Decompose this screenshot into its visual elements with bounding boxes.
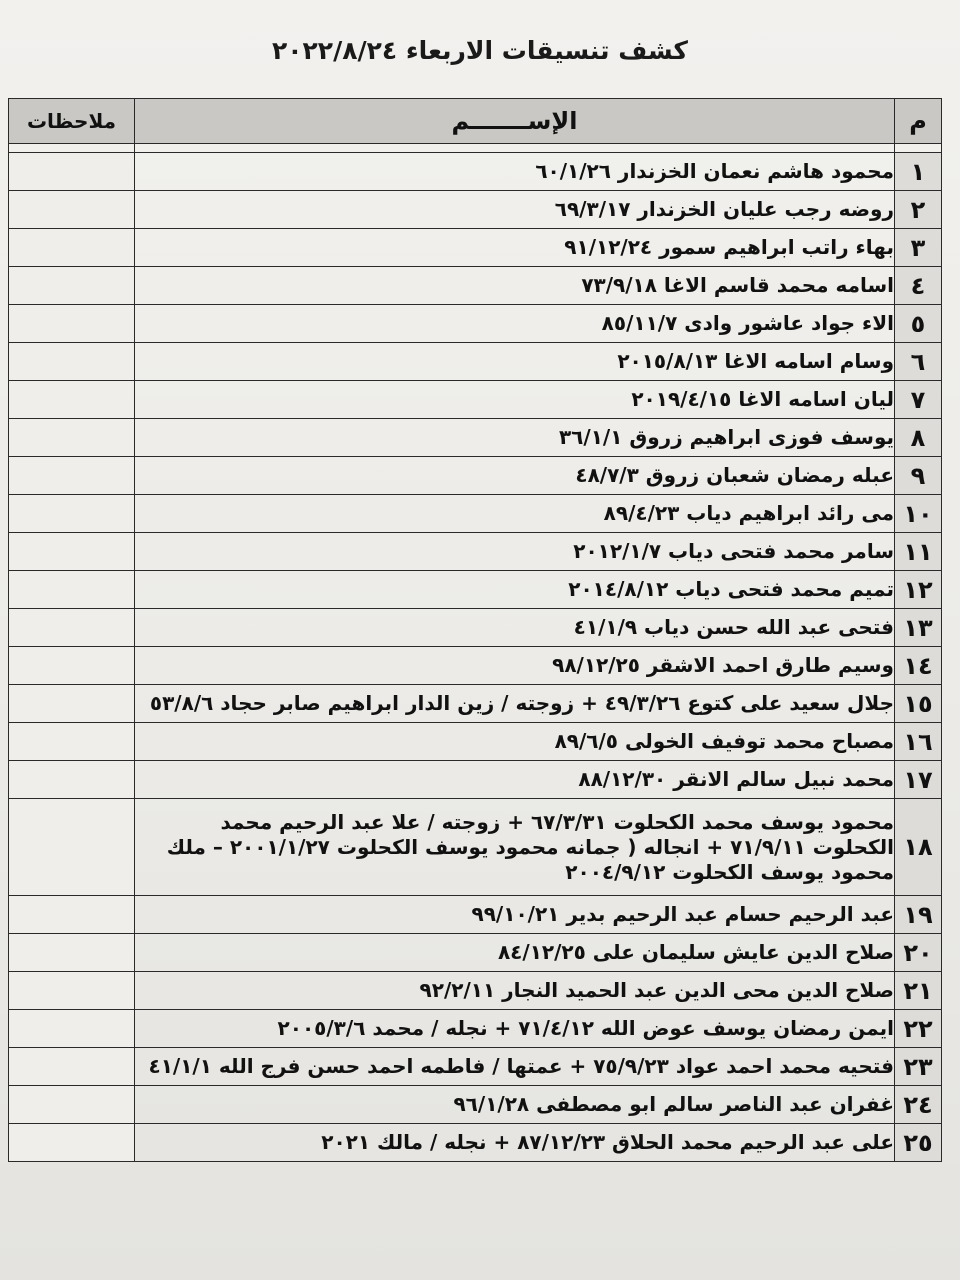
row-name: تميم محمد فتحى دياب ٢٠١٤/٨/١٢ (135, 571, 895, 609)
row-name: روضه رجب عليان الخزندار ٦٩/٣/١٧ (135, 191, 895, 229)
row-number: ٢ (895, 191, 942, 229)
row-name: عبد الرحيم حسام عبد الرحيم بدير ٩٩/١٠/٢١ (135, 896, 895, 934)
row-name: سامر محمد فتحى دياب ٢٠١٢/١/٧ (135, 533, 895, 571)
table-row (9, 457, 942, 495)
table-row (9, 571, 942, 609)
table-row (9, 1048, 942, 1086)
table-row (9, 1086, 942, 1124)
row-notes (9, 609, 135, 647)
row-name: محمود يوسف محمد الكحلوت ٦٧/٣/٣١ + زوجته / علا عبد الرحيم محمد الكحلوت ٧١/٩/١١ + انجاله ( جمانه محمود يوسف الكحلوت ٢٠٠١/١/٢٧ – ملك محمود يوسف الكحلوت ٢٠٠٤/٩/١٢ (135, 799, 895, 896)
row-name: وسام اسامه الاغا ٢٠١٥/٨/١٣ (135, 343, 895, 381)
table-row (9, 647, 942, 685)
row-number: ١٠ (895, 495, 942, 533)
row-number: ٨ (895, 419, 942, 457)
row-number: ٢٢ (895, 1010, 942, 1048)
row-number: ١٤ (895, 647, 942, 685)
table-row (9, 533, 942, 571)
row-number: ٢٠ (895, 934, 942, 972)
row-number: ٩ (895, 457, 942, 495)
row-notes (9, 1124, 135, 1162)
row-notes (9, 419, 135, 457)
names-table (8, 98, 942, 1162)
header-gap-row (9, 144, 942, 153)
row-name: فتحيه محمد احمد عواد ٧٥/٩/٢٣ + عمتها / فاطمه احمد حسن فرج الله ٤١/١/١ (135, 1048, 895, 1086)
row-notes (9, 972, 135, 1010)
table-row (9, 381, 942, 419)
row-name: عبله رمضان شعبان زروق ٤٨/٧/٣ (135, 457, 895, 495)
row-notes (9, 896, 135, 934)
row-notes (9, 153, 135, 191)
row-number: ٧ (895, 381, 942, 419)
header-number: م (895, 99, 942, 144)
row-name: ايمن رمضان يوسف عوض الله ٧١/٤/١٢ + نجله / محمد ٢٠٠٥/٣/٦ (135, 1010, 895, 1048)
row-number: ١٢ (895, 571, 942, 609)
table-row (9, 495, 942, 533)
row-number: ١ (895, 153, 942, 191)
row-name: على عبد الرحيم محمد الحلاق ٨٧/١٢/٢٣ + نجله / مالك ٢٠٢١ (135, 1124, 895, 1162)
row-number: ١٧ (895, 761, 942, 799)
row-notes (9, 305, 135, 343)
header-name: الإســـــــم (135, 99, 895, 144)
table-row (9, 685, 942, 723)
row-notes (9, 799, 135, 896)
row-notes (9, 934, 135, 972)
table-header-row (9, 99, 942, 144)
row-notes (9, 343, 135, 381)
row-name: محمد نبيل سالم الانقر ٨٨/١٢/٣٠ (135, 761, 895, 799)
row-name: صلاح الدين محى الدين عبد الحميد النجار ٩٢/٢/١١ (135, 972, 895, 1010)
table-row (9, 972, 942, 1010)
row-name: فتحى عبد الله حسن دياب ٤١/١/٩ (135, 609, 895, 647)
table-row (9, 267, 942, 305)
row-notes (9, 533, 135, 571)
header-notes: ملاحظات (9, 99, 135, 144)
row-number: ٣ (895, 229, 942, 267)
row-notes (9, 685, 135, 723)
row-notes (9, 191, 135, 229)
row-name: مصباح محمد توفيف الخولى ٨٩/٦/٥ (135, 723, 895, 761)
row-notes (9, 457, 135, 495)
table-row (9, 761, 942, 799)
row-name: بهاء راتب ابراهيم سمور ٩١/١٢/٢٤ (135, 229, 895, 267)
table-row (9, 153, 942, 191)
table-row (9, 229, 942, 267)
row-name: جلال سعيد على كتوع ٤٩/٣/٢٦ + زوجته / زين الدار ابراهيم صابر حجاد ٥٣/٨/٦ (135, 685, 895, 723)
row-notes (9, 1086, 135, 1124)
row-number: ٢٥ (895, 1124, 942, 1162)
row-number: ٢٤ (895, 1086, 942, 1124)
table-row (9, 896, 942, 934)
table-row (9, 609, 942, 647)
table-row (9, 934, 942, 972)
row-name: يوسف فوزى ابراهيم زروق ٣٦/١/١ (135, 419, 895, 457)
table-row (9, 305, 942, 343)
row-number: ٢١ (895, 972, 942, 1010)
row-name: وسيم طارق احمد الاشقر ٩٨/١٢/٢٥ (135, 647, 895, 685)
row-number: ١٣ (895, 609, 942, 647)
table-row (9, 799, 942, 896)
table-row (9, 723, 942, 761)
row-number: ١٨ (895, 799, 942, 896)
row-name: ليان اسامه الاغا ٢٠١٩/٤/١٥ (135, 381, 895, 419)
table-row (9, 419, 942, 457)
row-notes (9, 267, 135, 305)
row-name: محمود هاشم نعمان الخزندار ٦٠/١/٢٦ (135, 153, 895, 191)
row-number: ١٥ (895, 685, 942, 723)
document-title: كشف تنسيقات الاربعاء ٢٠٢٢/٨/٢٤ (272, 36, 688, 65)
row-notes (9, 647, 135, 685)
row-number: ٥ (895, 305, 942, 343)
row-name: صلاح الدين عايش سليمان على ٨٤/١٢/٢٥ (135, 934, 895, 972)
table-row (9, 1124, 942, 1162)
row-notes (9, 229, 135, 267)
row-number: ٤ (895, 267, 942, 305)
row-notes (9, 571, 135, 609)
table-row (9, 191, 942, 229)
row-notes (9, 761, 135, 799)
row-number: ١١ (895, 533, 942, 571)
row-name: الاء جواد عاشور وادى ٨٥/١١/٧ (135, 305, 895, 343)
row-notes (9, 1010, 135, 1048)
row-number: ٦ (895, 343, 942, 381)
row-notes (9, 381, 135, 419)
row-number: ١٩ (895, 896, 942, 934)
row-name: اسامه محمد قاسم الاغا ٧٣/٩/١٨ (135, 267, 895, 305)
row-number: ١٦ (895, 723, 942, 761)
row-notes (9, 1048, 135, 1086)
row-notes (9, 723, 135, 761)
row-notes (9, 495, 135, 533)
row-name: مى رائد ابراهيم دياب ٨٩/٤/٢٣ (135, 495, 895, 533)
table-row (9, 343, 942, 381)
table-row (9, 1010, 942, 1048)
row-name: غفران عبد الناصر سالم ابو مصطفى ٩٦/١/٢٨ (135, 1086, 895, 1124)
row-number: ٢٣ (895, 1048, 942, 1086)
